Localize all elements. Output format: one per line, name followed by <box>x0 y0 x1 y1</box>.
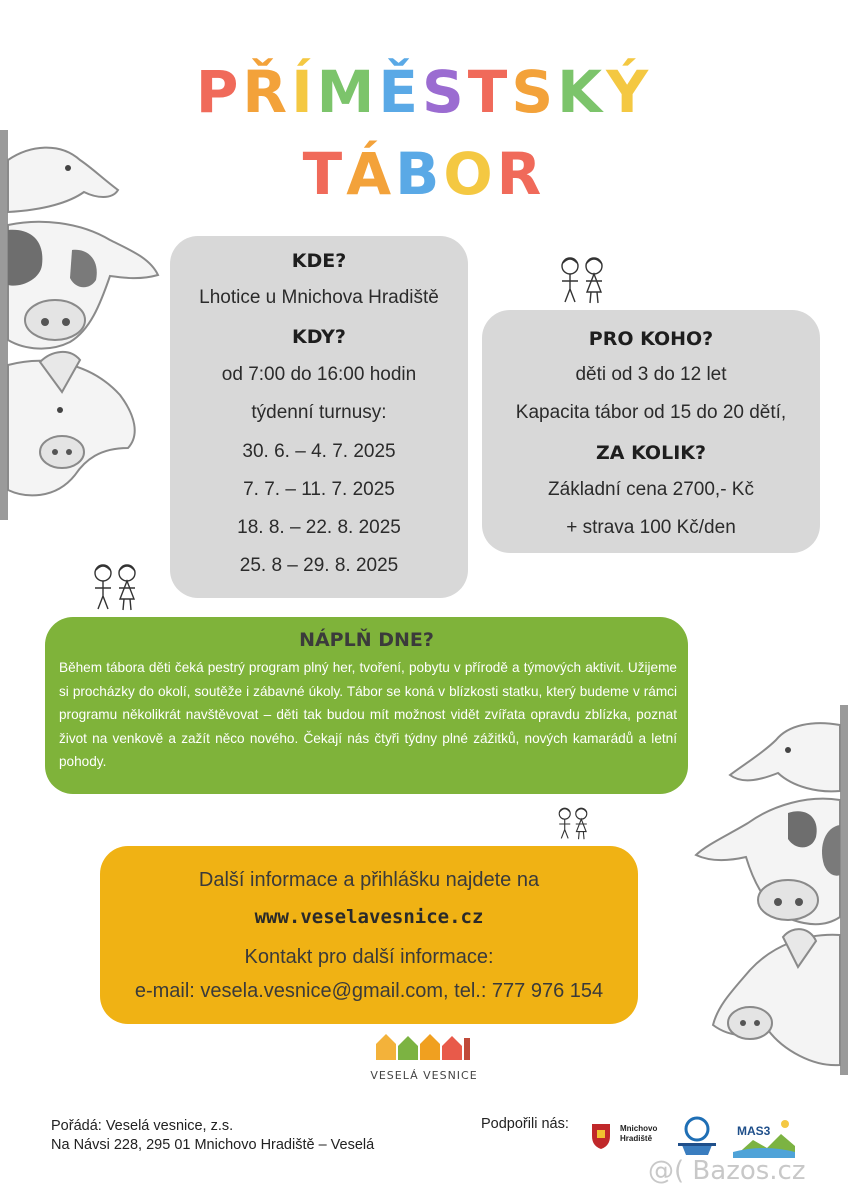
watermark <box>648 1156 806 1186</box>
capacity-text: Kapacita tábor od 15 do 20 dětí, <box>515 402 787 423</box>
title-line-1 <box>0 58 848 126</box>
title-letter: R <box>496 140 546 208</box>
supported-label: Podpořili nás: <box>481 1116 569 1132</box>
title-letter: M <box>316 58 379 126</box>
title-letter: B <box>395 140 444 208</box>
contact-details: e-mail: vesela.vesnice@gmail.com, tel.: 777 976 154 <box>134 980 604 1002</box>
turnus-date: 30. 6. – 4. 7. 2025 <box>242 441 396 462</box>
for-whom-box <box>482 310 820 553</box>
mas-logo-text: MAS3 <box>737 1124 771 1138</box>
city-crest-icon <box>590 1120 612 1150</box>
title-letter: T <box>302 140 347 208</box>
sponsor-mnichovo-hradiste-logo <box>590 1118 660 1154</box>
contact-label: Kontakt pro další informace: <box>244 946 494 968</box>
price-heading: ZA KOLIK? <box>595 442 707 464</box>
turnus-date: 25. 8 – 29. 8. 2025 <box>239 555 399 576</box>
title-letter: K <box>557 58 607 126</box>
location-text: Lhotice u Mnichova Hradiště <box>199 287 439 308</box>
when-heading: KDY? <box>292 326 346 348</box>
title-letter: Á <box>346 140 396 208</box>
title-letter: Ř <box>242 58 292 126</box>
logo-text: VESELÁ VESNICE <box>370 1069 478 1082</box>
hours-text: od 7:00 do 16:00 hodin <box>221 364 417 385</box>
farm-animals-left-illustration <box>0 130 170 520</box>
sponsor-name-line: Mnichovo <box>620 1124 658 1133</box>
watermark-text: Bazos.cz <box>692 1156 806 1186</box>
kids-doodle-icon <box>553 805 593 843</box>
title-letter: Í <box>291 58 317 126</box>
organizer-name: Pořádá: Veselá vesnice, z.s. <box>51 1118 234 1134</box>
vesela-vesnice-logo <box>368 1030 480 1082</box>
daily-program-text: Během tábora děti čeká pestrý program plný her, tvoření, pobytu v přírodě a týmových aktivit. Užijeme si procházky do okolí, soutěže i zábavné úkoly. Tábor se koná v blízkosti statku, který budeme v rámci programu několikrát navštěvovat – děti tak budou mít možnost vidět zvířata opravdu zblízka, poznat život na venkově a zažít něco nového. Čekají nás čtyři týdny plné zážitků, nových kamarádů a letní pohody. <box>59 660 677 769</box>
turnusy-label: týdenní turnusy: <box>251 402 387 423</box>
organizer-info <box>51 1117 374 1155</box>
title-letter: O <box>443 140 497 208</box>
organizer-address: Na Návsi 228, 295 01 Mnichovo Hradiště – Veselá <box>51 1137 375 1153</box>
houses-logo-icon <box>368 1030 480 1064</box>
turnus-date: 7. 7. – 11. 7. 2025 <box>243 479 395 500</box>
daily-program-box <box>45 617 688 794</box>
sponsor-region-logo <box>672 1115 722 1159</box>
watermark-at-icon: @( <box>648 1156 685 1186</box>
title-letter: P <box>195 58 243 126</box>
farm-animals-right-illustration <box>688 705 848 1075</box>
for-whom-heading: PRO KOHO? <box>588 328 714 350</box>
title-letter: S <box>422 58 468 126</box>
kids-doodle-icon <box>553 255 611 307</box>
title-letter: S <box>511 58 558 126</box>
where-heading: KDE? <box>291 250 347 272</box>
sponsor-name-line: Hradiště <box>620 1134 653 1143</box>
age-text: děti od 3 do 12 let <box>575 364 727 385</box>
turnus-date: 18. 8. – 22. 8. 2025 <box>237 517 401 538</box>
sponsor-mas-logo <box>733 1118 795 1158</box>
contact-info-box <box>100 846 638 1024</box>
title-letter: Ě <box>378 58 423 126</box>
where-when-box <box>170 236 468 598</box>
website-link[interactable]: www.veselavesnice.cz <box>254 906 484 928</box>
title-letter: Ý <box>606 58 653 126</box>
food-price-text: + strava 100 Kč/den <box>566 517 736 538</box>
title-letter: T <box>467 58 512 126</box>
kids-doodle-icon <box>86 562 144 614</box>
more-info-text: Další informace a přihlášku najdete na <box>198 869 540 891</box>
daily-program-heading: NÁPLŇ DNE? <box>299 629 434 651</box>
price-text: Základní cena 2700,- Kč <box>548 479 754 500</box>
